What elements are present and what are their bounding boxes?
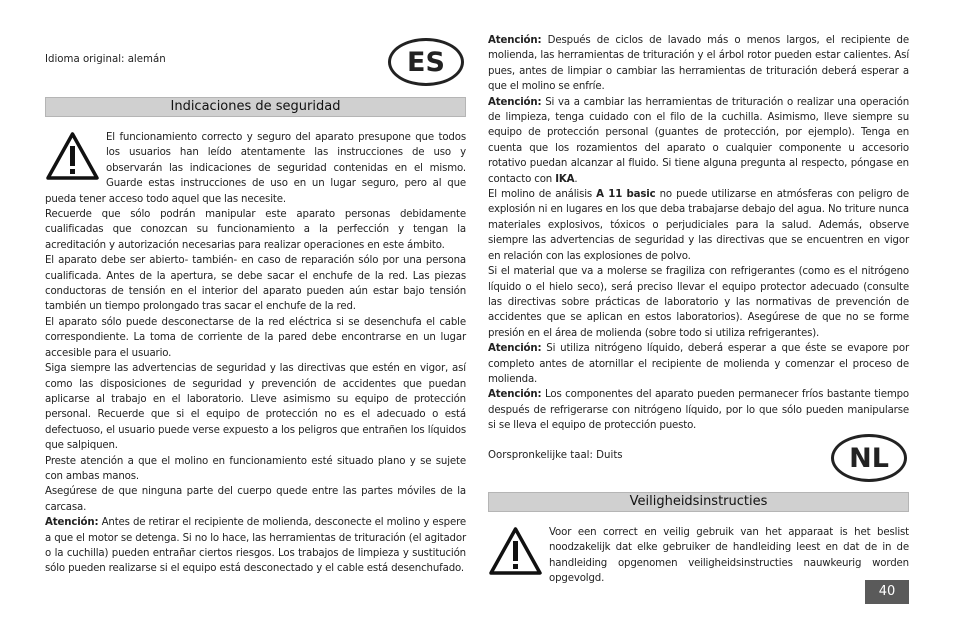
ika-brand: IKA [555, 173, 575, 185]
attention-1-text: Antes de retirar el recipiente de molienda, desconecte el molino y espere a que el motor se detenga. Si no lo hace, las herramientas de trituración (el agitador o la cuchilla) pueden entrañar ciertos riesgos. Los trabajos de limpieza y sustitución sólo pueden realizarse si el equipo está desconectado y el cable está desenchufado. [45, 517, 466, 575]
language-badge-es: ES [388, 38, 464, 86]
es-attention-2 [488, 33, 909, 95]
es-paragraph-4: Siga siempre las advertencias de seguridad y las directivas que estén en vigor, así como las disposiciones de seguridad y prevención de accidentes que puedan aplicarse al trabajo en el laboratorio. Lleve asimismo su equipo de protección personal. Recuerde que si el equipo de protección no es el adecuado o está defectuoso, el usuario puede verse expuesto a los peligros que entrañen los líquidos que salpiquen. [45, 363, 466, 452]
es-attention-1 [45, 515, 466, 577]
page-number: 40 [865, 580, 909, 604]
section-title-es: Indicaciones de seguridad [45, 97, 466, 117]
attention-2-text: Después de ciclos de lavado más o menos largos, el recipiente de molienda, las herramientas de trituración y el árbol rotor pueden estar calientes. Así pues, antes de limpiar o cambiar las herramientas de trituración deberá esperar a que el molino se enfríe. [488, 35, 909, 93]
es-analysis-paragraph [488, 187, 909, 264]
attention-label: Atención: [488, 343, 542, 355]
es-right-flow [488, 33, 909, 434]
es-intro-text: El funcionamiento correcto y seguro del aparato presupone que todos los usuarios han leído atentamente las instrucciones de uso y observarán las indicaciones de seguridad contenidas en el mismo. Guarde estas instrucciones de uso en un lugar seguro, pero al que pueda tener acceso todo aquel que las necesite. [45, 132, 466, 205]
es-paragraph-1: Recuerde que sólo podrán manipular este aparato personas debidamente cualificadas que conozcan su funcionamiento a la perfección y tengan la acreditación y autorización necesarias para realizar operaciones en este ámbito. [45, 209, 466, 251]
es-paragraph-6: Asegúrese de que ninguna parte del cuerpo quede entre las partes móviles de la carcasa. [45, 486, 466, 513]
original-language-nl: Oorspronkelijke taal: Duits [488, 450, 623, 461]
attention-4-text: Si utiliza nitrógeno líquido, deberá esperar a que éste se evapore por completo antes de atornillar el recipiente de molienda y comenzar el proceso de molienda. [488, 343, 909, 385]
warning-triangle-icon [488, 526, 543, 576]
es-float-spacer [45, 130, 106, 190]
section-title-nl: Veiligheidsinstructies [488, 492, 909, 512]
analysis-pre: El molino de análisis [488, 189, 593, 201]
es-refrigerant-paragraph: Si el material que va a molerse se fragiliza con refrigerantes (como es el nitrógeno líquido o el hielo seco), será preciso llevar el equipo protector adecuado (consulte las directivas sobre prácticas de laboratorio y las normativas de prevención de accidentes que se aplican en estos laboratorios). Asegúrese de que no se forme presión en el área de molienda (sobre todo si utiliza refrigerantes). [488, 266, 909, 339]
es-attention-4 [488, 341, 909, 387]
es-left-flow [45, 130, 466, 577]
nl-intro-block [549, 525, 909, 587]
original-language-es: Idioma original: alemán [45, 54, 166, 65]
attention-5-text: Los componentes del aparato pueden permanecer fríos bastante tiempo después de refrigerarse con nitrógeno líquido, por lo que sólo pueden manipularse si se lleva el equipo de protección puesto. [488, 389, 910, 432]
es-paragraph-2: El aparato debe ser abierto- también- en caso de reparación sólo por una persona cualificada. Antes de la apertura, se debe sacar el enchufe de la red. Las piezas conductoras de tensión en el interior del aparato pueden aún estar bajo tensión también un tiempo prolongado tras sacar el enchufe de la red. [45, 255, 466, 313]
language-badge-nl: NL [831, 434, 907, 482]
attention-label: Atención: [488, 96, 542, 108]
es-attention-5 [488, 387, 909, 433]
es-paragraph-3: El aparato sólo puede desconectarse de la red eléctrica si se desenchufa el cable correspondiente. La toma de corriente de la pared debe encontrarse en un lugar accesible para el usuario. [45, 316, 466, 359]
analysis-post: no puede utilizarse en atmósferas con peligro de explosión ni en lugares en los que deba trabajarse debajo del agua. No triture nunca materiales explosivos, tóxicos o perjudiciales para la salud. Además, observe siempre las advertencias de seguridad y las directivas que se encuentren en vigor en relación con las explosiones de polvo. [488, 189, 909, 262]
attention-label: Atención: [45, 517, 99, 529]
attention-3-text: Si va a cambiar las herramientas de trituración o realizar una operación de limpieza, tenga cuidado con el filo de la cuchilla. Asimismo, lleve siempre su equipo de protección personal (guantes de protección, por ejemplo). Tenga en cuenta que los rozamientos del aparato o cualquier componente u accesorio rotativo puedan alcanzar al fluido. Si tiene alguna pregunta al respecto, póngase en contacto con [488, 96, 909, 185]
es-attention-3: Atención: Si va a cambiar las herramientas de trituración o realizar una operación de limpieza, tenga cuidado con el filo de la cuchilla. Asimismo, lleve siempre su equipo de protección personal (guantes de protección, por ejemplo). Tenga en cuenta que los rozamientos del aparato o cualquier componente u accesorio rotativo puedan alcanzar al fluido. Si tiene alguna pregunta al respecto, póngase en contacto con IKA. [488, 96, 909, 185]
attention-label: Atención: [488, 35, 542, 46]
model-name: A 11 basic [596, 189, 656, 201]
es-paragraph-5: Preste atención a que el molino en funcionamiento esté situado plano y se sujete con ambas manos. [45, 455, 466, 482]
nl-intro-text: Voor een correct en veilig gebruik van het apparaat is het beslist noodzakelijk dat elke gebruiker de handleiding leest en dat de in de handleiding opgenomen veiligheidsinstructies nauwkeurig worden opgevolgd. [549, 527, 909, 585]
attention-label: Atención: [488, 389, 542, 401]
